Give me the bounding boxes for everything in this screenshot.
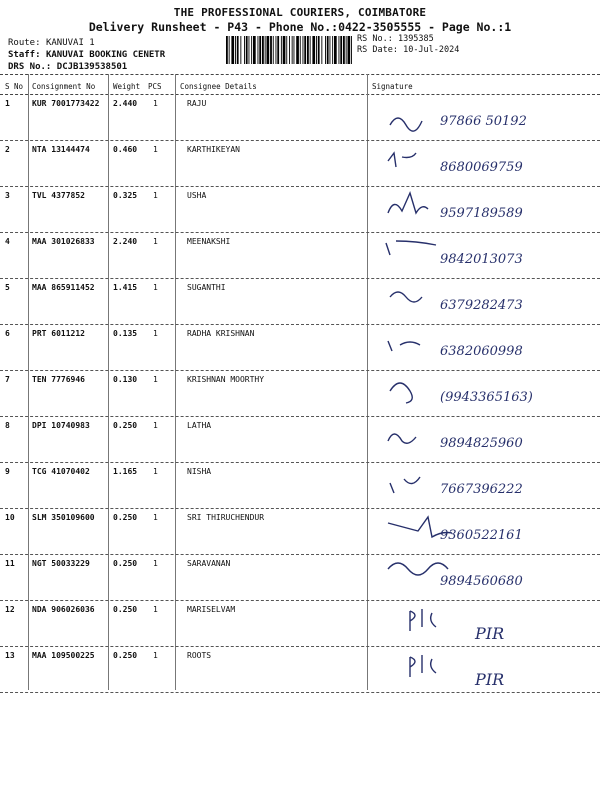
barcode-bar <box>296 36 299 64</box>
signature-stroke <box>390 383 412 403</box>
table-row <box>0 417 600 463</box>
row-consignee: SARAVANAN <box>187 559 231 568</box>
barcode-bar <box>294 36 295 64</box>
handwritten-signature <box>380 233 590 279</box>
barcode-bar <box>312 36 315 64</box>
row-sno: 1 <box>5 99 10 108</box>
row-consignment-no: NTA 13144474 <box>32 145 90 154</box>
barcode-bar <box>244 36 245 64</box>
barcode-bar <box>262 36 264 64</box>
handwritten-signature <box>380 417 590 463</box>
handwritten-signature <box>380 463 590 509</box>
table-row <box>0 647 600 693</box>
barcode-bar <box>273 36 274 64</box>
row-consignee: NISHA <box>187 467 212 476</box>
handwritten-phone: 6379282473 <box>440 298 523 313</box>
row-weight: 0.325 <box>113 191 138 200</box>
row-pcs: 1 <box>153 559 158 568</box>
row-pcs: 1 <box>153 421 158 430</box>
header-top-divider <box>0 74 600 75</box>
row-consignment-no: SLM 350109600 <box>32 513 95 522</box>
table-row <box>0 463 600 509</box>
handwritten-signature <box>380 325 590 371</box>
row-consignee: MEENAKSHI <box>187 237 231 246</box>
table-row <box>0 371 600 417</box>
row-pcs: 1 <box>153 467 158 476</box>
barcode-bar <box>327 36 329 64</box>
row-consignment-no: TCG 41070402 <box>32 467 90 476</box>
barcode-bar <box>303 36 304 64</box>
signature-stroke <box>388 193 428 213</box>
row-consignee: RAJU <box>187 99 207 108</box>
barcode-bar <box>231 36 234 64</box>
row-pcs: 1 <box>153 329 158 338</box>
barcode-bar <box>310 36 311 64</box>
handwritten-signature <box>380 187 590 233</box>
handwritten-signature <box>380 371 590 417</box>
barcode-bar <box>300 36 301 64</box>
barcode-bar <box>258 36 259 64</box>
company-title: THE PROFESSIONAL COURIERS, COIMBATORE <box>173 6 427 19</box>
barcode-bar <box>267 36 270 64</box>
table-row <box>0 325 600 371</box>
handwritten-signature <box>380 509 590 555</box>
row-sno: 11 <box>5 559 15 568</box>
handwritten-phone: (9943365163) <box>440 390 533 405</box>
handwritten-phone: 9360522161 <box>440 528 523 543</box>
row-weight: 0.460 <box>113 145 138 154</box>
row-weight: 0.250 <box>113 559 138 568</box>
barcode-bar <box>325 36 326 64</box>
barcode-bar <box>332 36 333 64</box>
staff-line <box>8 50 165 60</box>
row-weight: 0.250 <box>113 605 138 614</box>
row-pcs: 1 <box>153 283 158 292</box>
barcode-bar <box>265 36 266 64</box>
row-consignee: LATHA <box>187 421 212 430</box>
barcode-bar <box>330 36 331 64</box>
row-consignment-no: MAA 301026833 <box>32 237 95 246</box>
row-sno: 10 <box>5 513 15 522</box>
barcode-bar <box>276 36 277 64</box>
row-consignee: RADHA KRISHNAN <box>187 329 255 338</box>
handwritten-signature <box>380 647 590 693</box>
handwritten-signature <box>380 601 590 647</box>
row-consignment-no: NGT 50033229 <box>32 559 90 568</box>
col-signature: Signature <box>372 82 413 91</box>
row-weight: 0.130 <box>113 375 138 384</box>
drs-value: DCJB139538501 <box>56 62 128 72</box>
handwritten-phone: 9597189589 <box>440 206 523 221</box>
table-row <box>0 601 600 647</box>
row-sno: 9 <box>5 467 10 476</box>
drs-line <box>8 62 127 72</box>
barcode-bar <box>343 36 345 64</box>
handwritten-signature <box>380 555 590 601</box>
row-consignment-no: KUR 7001773422 <box>32 99 100 108</box>
handwritten-phone: PIR <box>475 670 505 689</box>
signature-stroke <box>410 609 436 631</box>
handwritten-phone: 7667396222 <box>440 482 523 497</box>
barcode-image <box>226 36 352 64</box>
row-pcs: 1 <box>153 651 158 660</box>
barcode-bar <box>237 36 239 64</box>
barcode-bar <box>281 36 282 64</box>
row-weight: 1.415 <box>113 283 138 292</box>
barcode-bar <box>283 36 286 64</box>
row-consignment-no: PRT 6011212 <box>32 329 85 338</box>
row-sno: 6 <box>5 329 10 338</box>
handwritten-phone: 9894560680 <box>440 574 523 589</box>
row-weight: 0.250 <box>113 651 138 660</box>
signature-stroke <box>388 563 448 575</box>
col-consignment: Consignment No <box>32 82 96 91</box>
row-consignee: SRI THIRUCHENDUR <box>187 513 265 522</box>
barcode-bar <box>289 36 290 64</box>
row-pcs: 1 <box>153 375 158 384</box>
barcode-bar <box>240 36 241 64</box>
row-weight: 0.135 <box>113 329 138 338</box>
staff-value: KANUVAI BOOKING CENETR <box>45 50 166 60</box>
row-consignee: KRISHNAN MOORTHY <box>187 375 265 384</box>
route-line <box>8 38 95 48</box>
barcode-bar <box>286 36 287 64</box>
row-pcs: 1 <box>153 145 158 154</box>
row-pcs: 1 <box>153 99 158 108</box>
barcode-bar <box>259 36 261 64</box>
row-sno: 3 <box>5 191 10 200</box>
row-pcs: 1 <box>153 191 158 200</box>
row-consignment-no: NDA 906026036 <box>32 605 95 614</box>
handwritten-signature <box>380 279 590 325</box>
signature-stroke <box>410 655 436 677</box>
handwritten-phone: 6382060998 <box>440 344 523 359</box>
col-pcs: PCS <box>148 82 162 91</box>
rs-no-value: 1395385 <box>397 34 434 44</box>
handwritten-signature <box>380 95 590 141</box>
row-consignment-no: MAA 865911452 <box>32 283 95 292</box>
barcode-bar <box>334 36 337 64</box>
signature-stroke <box>388 341 420 351</box>
barcode-bar <box>340 36 342 64</box>
barcode-bar <box>316 36 317 64</box>
row-weight: 2.440 <box>113 99 138 108</box>
drs-label: DRS No.: <box>8 62 52 72</box>
rs-no-line <box>357 34 434 44</box>
row-sno: 7 <box>5 375 10 384</box>
signature-stroke <box>388 434 416 443</box>
table-row <box>0 187 600 233</box>
col-sno: S No <box>5 82 24 91</box>
barcode-bar <box>277 36 279 64</box>
runsheet-title: Delivery Runsheet - P43 - Phone No.:0422-3505555 - Page No.:1 <box>88 20 512 34</box>
row-consignment-no: MAA 109500225 <box>32 651 95 660</box>
row-consignee: KARTHIKEYAN <box>187 145 240 154</box>
handwritten-phone: PIR <box>475 624 505 643</box>
handwritten-phone: 9842013073 <box>440 252 523 267</box>
rs-date-value: 10-Jul-2024 <box>403 45 460 55</box>
route-value: KANUVAI 1 <box>45 38 95 48</box>
signature-stroke <box>388 153 416 167</box>
col-consignee: Consignee Details <box>180 82 257 91</box>
row-pcs: 1 <box>153 513 158 522</box>
row-weight: 0.250 <box>113 421 138 430</box>
row-sno: 13 <box>5 651 15 660</box>
rs-date-label: RS Date: <box>357 45 398 55</box>
table-row <box>0 509 600 555</box>
barcode-bar <box>229 36 230 64</box>
row-weight: 0.250 <box>113 513 138 522</box>
signature-stroke <box>386 241 436 255</box>
barcode-bar <box>253 36 256 64</box>
rs-date-line <box>357 45 459 55</box>
row-consignee: MARISELVAM <box>187 605 236 614</box>
signature-stroke <box>390 118 422 131</box>
row-sno: 8 <box>5 421 10 430</box>
row-pcs: 1 <box>153 237 158 246</box>
table-row <box>0 555 600 601</box>
table-row <box>0 279 600 325</box>
barcode-bar <box>246 36 248 64</box>
col-weight: Weight <box>113 82 141 91</box>
barcode-bar <box>249 36 250 64</box>
barcode-bar <box>235 36 236 64</box>
barcode-bar <box>226 36 228 64</box>
row-consignment-no: TEN 7776946 <box>32 375 85 384</box>
route-label: Route: <box>8 38 41 48</box>
barcode-bar <box>307 36 309 64</box>
handwritten-phone: 97866 50192 <box>440 114 527 129</box>
signature-stroke <box>390 292 422 302</box>
staff-label: Staff: <box>8 50 41 60</box>
row-divider <box>0 692 600 693</box>
table-row <box>0 141 600 187</box>
row-consignee: USHA <box>187 191 207 200</box>
row-sno: 12 <box>5 605 15 614</box>
row-sno: 2 <box>5 145 10 154</box>
barcode-bar <box>318 36 320 64</box>
table-row <box>0 95 600 141</box>
barcode-bar <box>351 36 352 64</box>
handwritten-phone: 9894825960 <box>440 436 523 451</box>
row-consignment-no: DPI 10740983 <box>32 421 90 430</box>
barcode-bar <box>321 36 322 64</box>
barcode-bar <box>346 36 347 64</box>
barcode-bar <box>251 36 252 64</box>
row-weight: 1.165 <box>113 467 138 476</box>
row-weight: 2.240 <box>113 237 138 246</box>
barcode-bar <box>339 36 340 64</box>
row-pcs: 1 <box>153 605 158 614</box>
row-consignment-no: TVL 4377852 <box>32 191 85 200</box>
handwritten-phone: 8680069759 <box>440 160 523 175</box>
barcode-bar <box>304 36 306 64</box>
signature-stroke <box>390 477 420 493</box>
barcode-bar <box>270 36 272 64</box>
handwritten-signature <box>380 141 590 187</box>
rs-no-label: RS No.: <box>357 34 393 44</box>
barcode-bar <box>348 36 351 64</box>
barcode-bar <box>292 36 293 64</box>
row-sno: 4 <box>5 237 10 246</box>
row-consignee: SUGANTHI <box>187 283 226 292</box>
row-consignee: ROOTS <box>187 651 212 660</box>
table-row <box>0 233 600 279</box>
row-sno: 5 <box>5 283 10 292</box>
